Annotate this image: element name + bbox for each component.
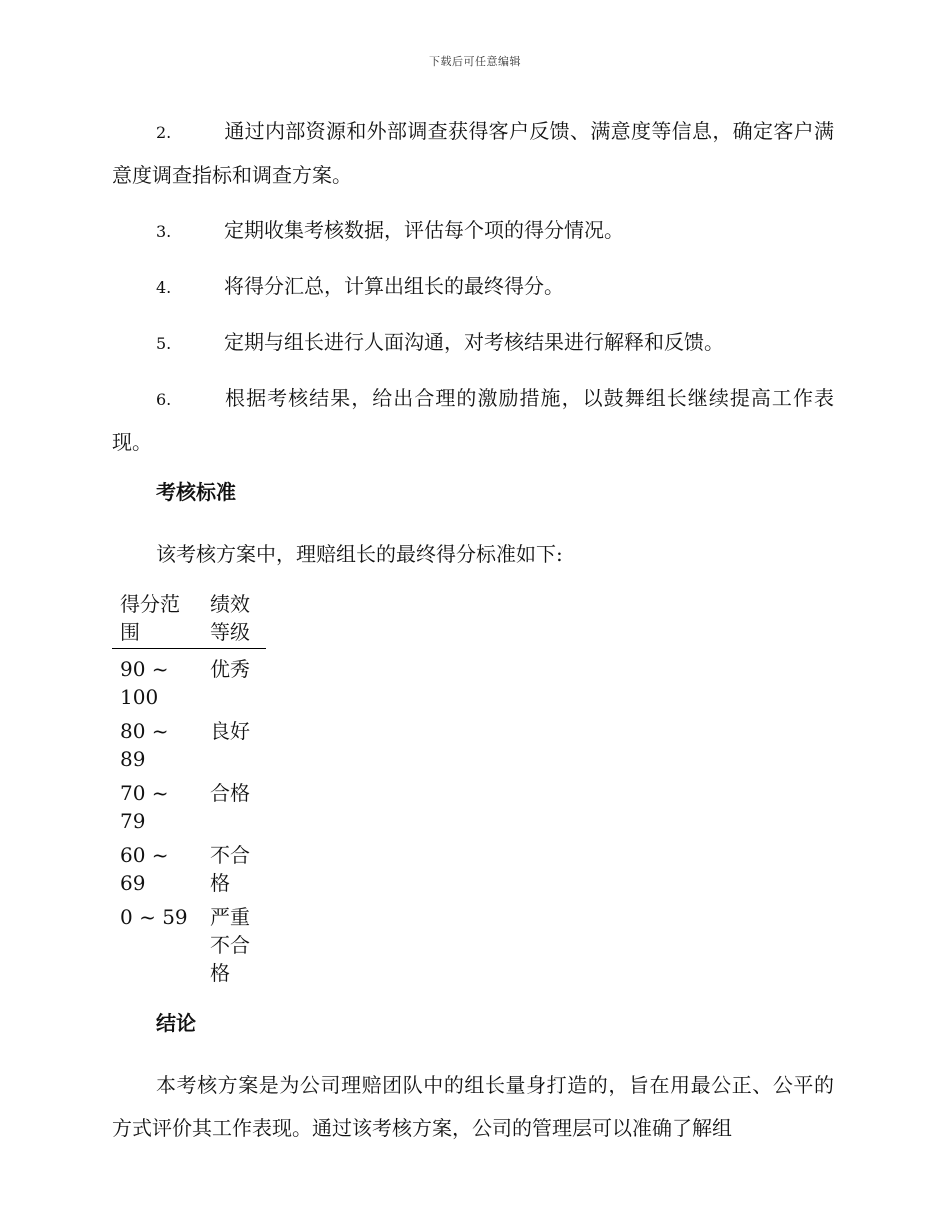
column-header: 得分范围 — [112, 590, 202, 649]
table-cell: 良好 — [210, 719, 250, 743]
table-row — [112, 649, 266, 718]
score-table — [112, 590, 266, 993]
list-item — [112, 265, 834, 309]
section-heading-standard: 考核标准 — [156, 480, 236, 504]
list-text: 将得分汇总，计算出组长的最终得分。 — [224, 274, 564, 298]
list-text: 定期与组长进行人面沟通，对考核结果进行解释和反馈。 — [224, 330, 724, 354]
list-item — [112, 321, 834, 365]
table-cell: 0 ~ 59 — [120, 905, 188, 929]
list-item — [112, 209, 834, 253]
table-row — [112, 779, 266, 841]
list-text: 定期收集考核数据，评估每个项的得分情况。 — [224, 218, 624, 242]
table-row — [112, 903, 266, 993]
table-cell: 不合格 — [210, 843, 250, 895]
list-number: 2. — [156, 123, 172, 142]
table-row — [112, 717, 266, 779]
list-item — [112, 377, 834, 464]
table-cell: 70 ~ 79 — [120, 781, 169, 833]
table-cell: 严重不合格 — [210, 905, 250, 985]
page-header: 下载后可任意编辑 — [429, 55, 521, 68]
table-cell: 60 ~ 69 — [120, 843, 169, 895]
list-item — [112, 110, 834, 197]
conclusion-text: 本考核方案是为公司理赔团队中的组长量身打造的，旨在用最公正、公平的方式评价其工作表现。通过该考核方案，公司的管理层可以准确了解组 — [112, 1073, 834, 1140]
list-text: 根据考核结果，给出合理的激励措施，以鼓舞组长继续提高工作表现。 — [112, 386, 834, 454]
list-number: 4. — [156, 278, 172, 297]
list-number: 5. — [156, 334, 172, 353]
table-header-row — [112, 590, 266, 649]
document-body — [112, 110, 834, 1164]
list-number: 3. — [156, 222, 172, 241]
table-cell: 合格 — [210, 781, 250, 805]
section-heading-conclusion: 结论 — [156, 1011, 196, 1035]
standard-intro: 该考核方案中，理赔组长的最终得分标准如下: — [156, 542, 563, 566]
list-number: 6. — [156, 390, 172, 409]
table-cell: 90 ~ 100 — [120, 657, 169, 709]
table-cell: 80 ~ 89 — [120, 719, 169, 771]
table-row — [112, 841, 266, 903]
column-header: 绩效等级 — [202, 590, 266, 649]
table-cell: 优秀 — [210, 657, 250, 681]
list-text: 通过内部资源和外部调查获得客户反馈、满意度等信息，确定客户满意度调查指标和调查方案。 — [112, 119, 834, 187]
